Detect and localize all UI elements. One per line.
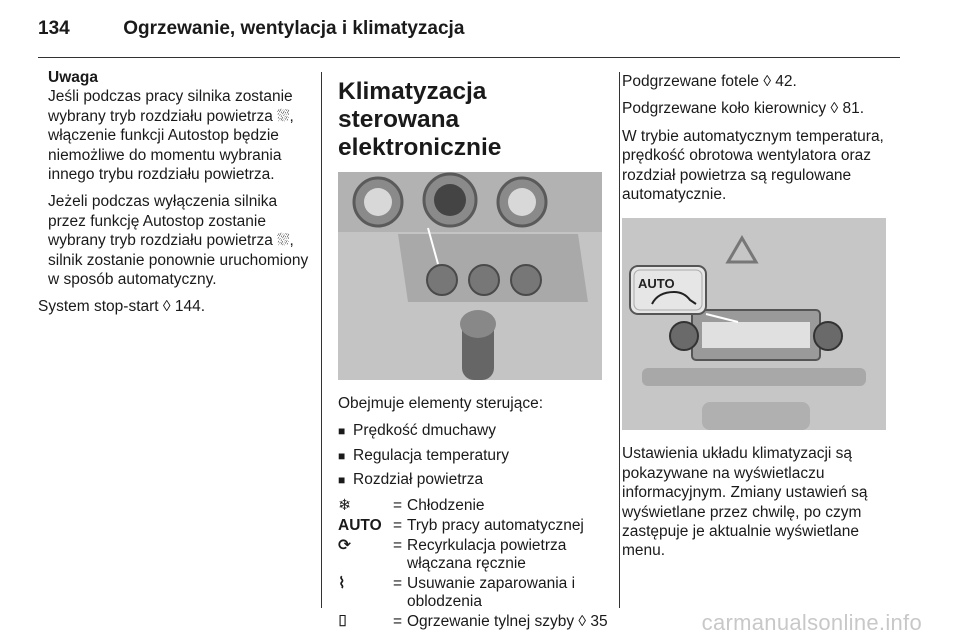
column-divider-1 — [321, 72, 322, 608]
system-ref: System stop-start ◊ 144. — [38, 298, 206, 316]
page-header — [38, 18, 464, 40]
note-title: Uwaga — [48, 69, 98, 86]
cooling-icon: ❄ — [338, 496, 351, 514]
heated-seats-ref: Podgrzewane fotele ◊ 42. — [622, 73, 797, 90]
symbol-row: ⌷ = Ogrzewanie tylnej szyby ◊ 35 — [338, 612, 608, 630]
watermark: carmanualsonline.info — [701, 610, 922, 635]
climate-panel-photo — [338, 172, 602, 380]
symbol-row: ⟳ = Recyrkulacja powietrza włączana ręcznie — [338, 536, 567, 572]
bullet-item: ■ Rozdział powietrza — [338, 471, 484, 489]
auto-label: AUTO — [338, 516, 382, 534]
recirculation-icon: ⟳ — [338, 536, 351, 554]
note-paragraph-1: Jeśli podczas pracy silnika zostanie wybrany tryb rozdziału powietrza ⛆, włączenie funkcji Autostop będzie niemożliwe do momentu wybrania innego trybu rozdziału powietrza. — [48, 88, 294, 184]
bullet-item: ■ Regulacja temperatury — [338, 446, 509, 464]
column-3 — [622, 68, 902, 569]
heated-wheel-ref: Podgrzewane koło kierownicy ◊ 81. — [622, 100, 865, 118]
column-2 — [338, 68, 608, 633]
defrost-icon: ⌇ — [338, 574, 346, 592]
symbol-row: ⌇ = Usuwanie zaparowania i oblodzenia — [338, 574, 576, 610]
symbol-row: ❄ = Chłodzenie — [338, 496, 485, 514]
column-divider-2 — [619, 72, 620, 608]
column-1 — [38, 68, 310, 325]
page-title: Ogrzewanie, wentylacja i klimatyzacja — [123, 18, 465, 39]
symbol-legend — [338, 497, 608, 631]
intro-text: Obejmuje elementy sterujące: — [338, 395, 544, 412]
header-rule — [38, 57, 900, 58]
display-info-text: Ustawienia układu klimatyzacji są pokazywane na wyświetlaczu informacyjnym. Zmiany ustawień są wyświetlane przez chwilę, po czym zastępuje je aktualnie wyświetlane menu. — [622, 445, 868, 560]
page-number: 134 — [38, 18, 70, 39]
rear-window-heat-icon: ⌷ — [338, 612, 348, 630]
bullet-item: ■ Prędkość dmuchawy — [338, 422, 497, 440]
section-heading: Klimatyzacja sterowana elektronicznie — [338, 78, 502, 161]
auto-button-photo — [622, 218, 886, 430]
auto-mode-text: W trybie automatycznym temperatura, prędkość obrotowa wentylatora oraz rozdział powietrza są regulowane automatycznie. — [622, 127, 884, 204]
symbol-row: AUTO = Tryb pracy automatycznej — [338, 516, 584, 534]
note-paragraph-2: Jeżeli podczas wyłączenia silnika przez funkcję Autostop zostanie wybrany tryb rozdziału powietrza ⛆, silnik zostanie ponownie uruchomiony w sposób automatyczny. — [48, 193, 309, 289]
auto-button-label: AUTO — [638, 276, 675, 292]
